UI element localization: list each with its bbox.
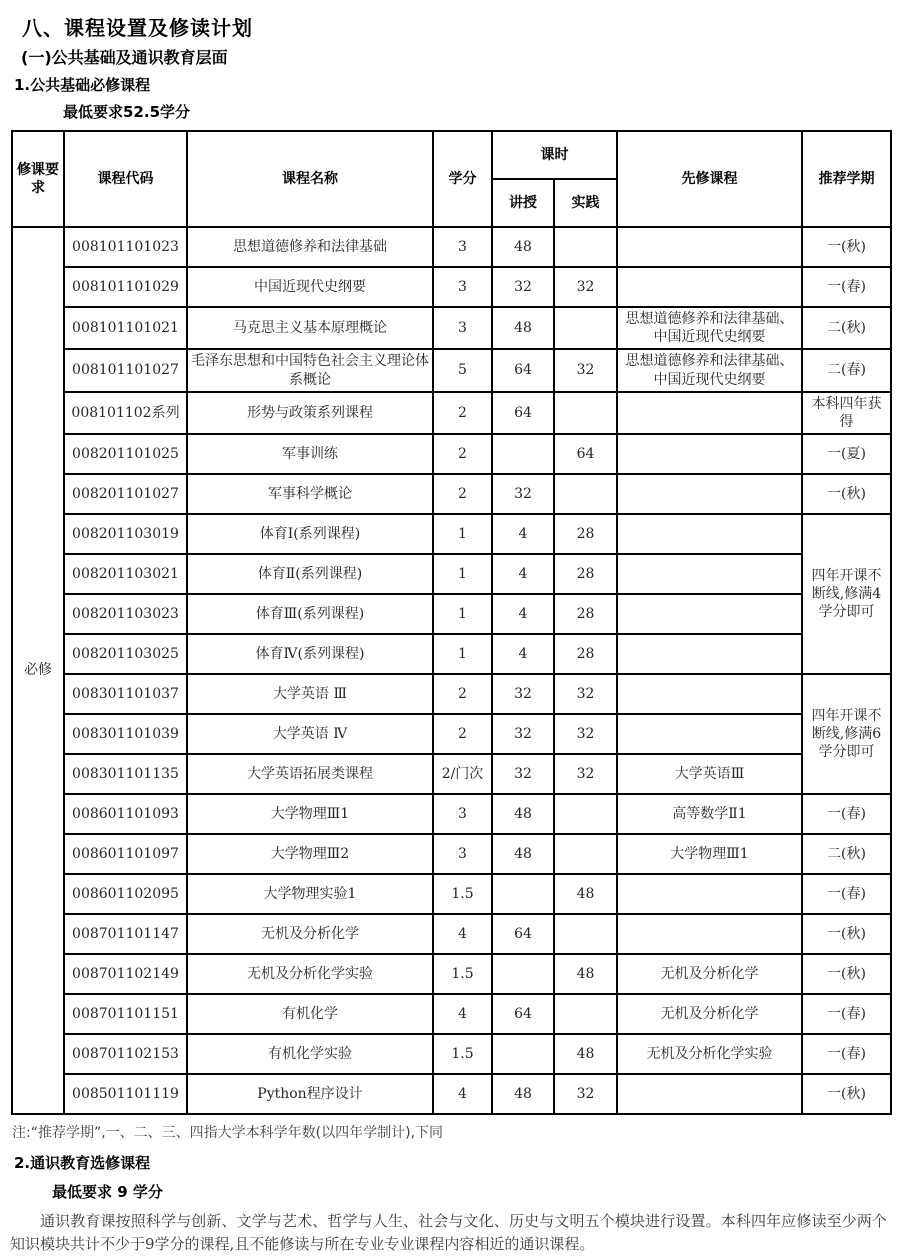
section2-heading: 2.通识教育选修课程 xyxy=(14,1154,151,1173)
table-row xyxy=(12,834,891,874)
course-name: 思想道德修养和法律基础 xyxy=(187,227,433,267)
practice-hours xyxy=(554,227,617,267)
lecture-hours xyxy=(492,874,554,914)
prerequisites xyxy=(617,514,802,554)
table-row xyxy=(12,794,891,834)
practice-hours: 32 xyxy=(554,1074,617,1114)
practice-hours xyxy=(554,392,617,434)
table-row xyxy=(12,594,891,634)
lecture-hours: 32 xyxy=(492,267,554,307)
lecture-hours: 4 xyxy=(492,514,554,554)
course-name: Python程序设计 xyxy=(187,1074,433,1114)
course-code: 008601101093 xyxy=(64,794,187,834)
practice-hours: 32 xyxy=(554,267,617,307)
semester: 一(春) xyxy=(802,267,891,307)
course-code: 008101101027 xyxy=(64,349,187,391)
practice-hours: 32 xyxy=(554,674,617,714)
course-name: 有机化学 xyxy=(187,994,433,1034)
course-table-body xyxy=(12,227,891,1114)
course-table-header xyxy=(12,131,891,227)
practice-hours xyxy=(554,307,617,349)
section2-credit-requirement: 最低要求 9 学分 xyxy=(52,1183,163,1202)
table-row xyxy=(12,954,891,994)
lecture-hours: 48 xyxy=(492,1074,554,1114)
course-code: 008101101029 xyxy=(64,267,187,307)
course-code: 008601102095 xyxy=(64,874,187,914)
lecture-hours: 64 xyxy=(492,392,554,434)
credits: 5 xyxy=(433,349,492,391)
page-title: 八、课程设置及修读计划 xyxy=(22,16,253,40)
course-name: 大学英语 Ⅳ xyxy=(187,714,433,754)
credits: 3 xyxy=(433,267,492,307)
practice-hours xyxy=(554,474,617,514)
prerequisites xyxy=(617,1074,802,1114)
semester: 二(秋) xyxy=(802,307,891,349)
credits: 2 xyxy=(433,474,492,514)
course-name: 形势与政策系列课程 xyxy=(187,392,433,434)
header-credits: 学分 xyxy=(433,131,492,227)
header-course-code: 课程代码 xyxy=(64,131,187,227)
prerequisites xyxy=(617,267,802,307)
course-name: 毛泽东思想和中国特色社会主义理论体系概论 xyxy=(187,349,433,391)
practice-hours: 28 xyxy=(554,594,617,634)
semester: 一(春) xyxy=(802,794,891,834)
prerequisites: 无机及分析化学实验 xyxy=(617,1034,802,1074)
lecture-hours: 64 xyxy=(492,914,554,954)
prerequisites: 无机及分析化学 xyxy=(617,994,802,1034)
course-name: 体育Ⅲ(系列课程) xyxy=(187,594,433,634)
credits: 2 xyxy=(433,434,492,474)
course-code: 008701102153 xyxy=(64,1034,187,1074)
practice-hours: 28 xyxy=(554,634,617,674)
semester: 一(春) xyxy=(802,1034,891,1074)
table-row xyxy=(12,874,891,914)
practice-hours: 48 xyxy=(554,1034,617,1074)
credits: 3 xyxy=(433,307,492,349)
course-code: 008201103025 xyxy=(64,634,187,674)
course-code: 008301101039 xyxy=(64,714,187,754)
semester: 一(春) xyxy=(802,874,891,914)
table-row xyxy=(12,994,891,1034)
table-row xyxy=(12,1034,891,1074)
credits: 3 xyxy=(433,834,492,874)
table-row xyxy=(12,714,891,754)
course-name: 大学物理实验1 xyxy=(187,874,433,914)
table-row xyxy=(12,514,891,554)
header-course-name: 课程名称 xyxy=(187,131,433,227)
course-code: 008301101135 xyxy=(64,754,187,794)
practice-hours: 48 xyxy=(554,954,617,994)
course-name: 军事训练 xyxy=(187,434,433,474)
lecture-hours: 32 xyxy=(492,474,554,514)
course-code: 008501101119 xyxy=(64,1074,187,1114)
credits: 1 xyxy=(433,594,492,634)
table-row xyxy=(12,307,891,349)
course-name: 大学英语拓展类课程 xyxy=(187,754,433,794)
table-row xyxy=(12,392,891,434)
credits: 1.5 xyxy=(433,1034,492,1074)
course-code: 008201103021 xyxy=(64,554,187,594)
header-lecture-hours: 讲授 xyxy=(492,179,554,227)
prerequisites xyxy=(617,474,802,514)
lecture-hours: 4 xyxy=(492,554,554,594)
practice-hours: 48 xyxy=(554,874,617,914)
course-table xyxy=(11,130,892,1115)
footnote: 注:“推荐学期”,一、二、三、四指大学本科学年数(以四年学制计),下同 xyxy=(12,1125,444,1142)
course-code: 008701101151 xyxy=(64,994,187,1034)
course-name: 体育Ⅱ(系列课程) xyxy=(187,554,433,594)
practice-hours: 28 xyxy=(554,514,617,554)
course-name: 马克思主义基本原理概论 xyxy=(187,307,433,349)
table-row xyxy=(12,914,891,954)
credits: 1.5 xyxy=(433,954,492,994)
table-row xyxy=(12,634,891,674)
credits: 3 xyxy=(433,794,492,834)
course-code: 008201101025 xyxy=(64,434,187,474)
credits: 4 xyxy=(433,914,492,954)
semester: 一(秋) xyxy=(802,914,891,954)
semester: 一(秋) xyxy=(802,954,891,994)
section-subtitle: (一)公共基础及通识教育层面 xyxy=(21,48,228,67)
course-name: 大学物理Ⅲ2 xyxy=(187,834,433,874)
prerequisites: 思想道德修养和法律基础、中国近现代史纲要 xyxy=(617,349,802,391)
prerequisites: 高等数学Ⅱ1 xyxy=(617,794,802,834)
practice-hours: 64 xyxy=(554,434,617,474)
practice-hours: 32 xyxy=(554,349,617,391)
credits: 2 xyxy=(433,674,492,714)
course-name: 无机及分析化学实验 xyxy=(187,954,433,994)
prerequisites: 思想道德修养和法律基础、中国近现代史纲要 xyxy=(617,307,802,349)
prerequisites: 大学英语Ⅲ xyxy=(617,754,802,794)
course-code: 008701102149 xyxy=(64,954,187,994)
semester: 一(春) xyxy=(802,994,891,1034)
course-code: 008201103019 xyxy=(64,514,187,554)
table-row xyxy=(12,349,891,391)
prerequisites xyxy=(617,227,802,267)
semester: 一(秋) xyxy=(802,474,891,514)
credits: 1 xyxy=(433,554,492,594)
course-code: 008301101037 xyxy=(64,674,187,714)
lecture-hours: 48 xyxy=(492,307,554,349)
table-row xyxy=(12,1074,891,1114)
header-prerequisites: 先修课程 xyxy=(617,131,802,227)
table-row xyxy=(12,754,891,794)
prerequisites xyxy=(617,874,802,914)
practice-hours xyxy=(554,914,617,954)
course-code: 008101101023 xyxy=(64,227,187,267)
prerequisites xyxy=(617,634,802,674)
lecture-hours xyxy=(492,1034,554,1074)
practice-hours: 32 xyxy=(554,754,617,794)
credits: 1 xyxy=(433,514,492,554)
semester: 二(春) xyxy=(802,349,891,391)
semester: 一(秋) xyxy=(802,1074,891,1114)
table-row xyxy=(12,227,891,267)
practice-hours xyxy=(554,834,617,874)
lecture-hours xyxy=(492,434,554,474)
course-name: 中国近现代史纲要 xyxy=(187,267,433,307)
practice-hours xyxy=(554,794,617,834)
table-row xyxy=(12,554,891,594)
credits: 4 xyxy=(433,1074,492,1114)
lecture-hours: 4 xyxy=(492,634,554,674)
semester: 一(夏) xyxy=(802,434,891,474)
lecture-hours: 64 xyxy=(492,994,554,1034)
prerequisites: 大学物理Ⅲ1 xyxy=(617,834,802,874)
lecture-hours: 32 xyxy=(492,754,554,794)
prerequisites: 无机及分析化学 xyxy=(617,954,802,994)
course-name: 军事科学概论 xyxy=(187,474,433,514)
prerequisites xyxy=(617,914,802,954)
prerequisites xyxy=(617,594,802,634)
section1-heading: 1.公共基础必修课程 xyxy=(14,76,151,94)
lecture-hours: 48 xyxy=(492,794,554,834)
prerequisites xyxy=(617,434,802,474)
header-recommended-semester: 推荐学期 xyxy=(802,131,891,227)
header-requirement: 修课要求 xyxy=(12,131,64,227)
header-practice-hours: 实践 xyxy=(554,179,617,227)
semester: 二(秋) xyxy=(802,834,891,874)
course-name: 大学物理Ⅲ1 xyxy=(187,794,433,834)
course-code: 008201101027 xyxy=(64,474,187,514)
lecture-hours: 32 xyxy=(492,674,554,714)
credits: 2 xyxy=(433,714,492,754)
course-name: 体育Ⅰ(系列课程) xyxy=(187,514,433,554)
credits: 1.5 xyxy=(433,874,492,914)
lecture-hours xyxy=(492,954,554,994)
credits: 4 xyxy=(433,994,492,1034)
credits: 2/门次 xyxy=(433,754,492,794)
semester: 本科四年获得 xyxy=(802,392,891,434)
credits: 1 xyxy=(433,634,492,674)
header-class-hours: 课时 xyxy=(492,131,617,179)
practice-hours: 32 xyxy=(554,714,617,754)
course-code: 008101101021 xyxy=(64,307,187,349)
course-code: 008201103023 xyxy=(64,594,187,634)
practice-hours xyxy=(554,994,617,1034)
course-code: 008701101147 xyxy=(64,914,187,954)
prerequisites xyxy=(617,554,802,594)
section2-paragraph: 通识教育课按照科学与创新、文学与艺术、哲学与人生、社会与文化、历史与文明五个模块进行设置。本科四年应修读至少两个知识模块共计不少于9学分的课程,且不能修读与所在专业专业课程内容相近的通识课程。 xyxy=(10,1212,887,1254)
credits: 3 xyxy=(433,227,492,267)
course-name: 有机化学实验 xyxy=(187,1034,433,1074)
section1-credit-requirement: 最低要求52.5学分 xyxy=(63,103,191,121)
table-row xyxy=(12,267,891,307)
lecture-hours: 64 xyxy=(492,349,554,391)
lecture-hours: 4 xyxy=(492,594,554,634)
prerequisites xyxy=(617,392,802,434)
lecture-hours: 32 xyxy=(492,714,554,754)
table-row xyxy=(12,474,891,514)
semester-merged: 四年开课不断线,修满6学分即可 xyxy=(802,674,891,794)
credits: 2 xyxy=(433,392,492,434)
course-name: 无机及分析化学 xyxy=(187,914,433,954)
semester-merged: 四年开课不断线,修满4学分即可 xyxy=(802,514,891,674)
course-name: 大学英语 Ⅲ xyxy=(187,674,433,714)
course-code: 008601101097 xyxy=(64,834,187,874)
table-row xyxy=(12,674,891,714)
lecture-hours: 48 xyxy=(492,227,554,267)
prerequisites xyxy=(617,714,802,754)
course-code: 008101102系列 xyxy=(64,392,187,434)
lecture-hours: 48 xyxy=(492,834,554,874)
semester: 一(秋) xyxy=(802,227,891,267)
table-row xyxy=(12,434,891,474)
requirement-type-cell: 必修 xyxy=(12,227,64,1114)
course-name: 体育Ⅳ(系列课程) xyxy=(187,634,433,674)
practice-hours: 28 xyxy=(554,554,617,594)
prerequisites xyxy=(617,674,802,714)
